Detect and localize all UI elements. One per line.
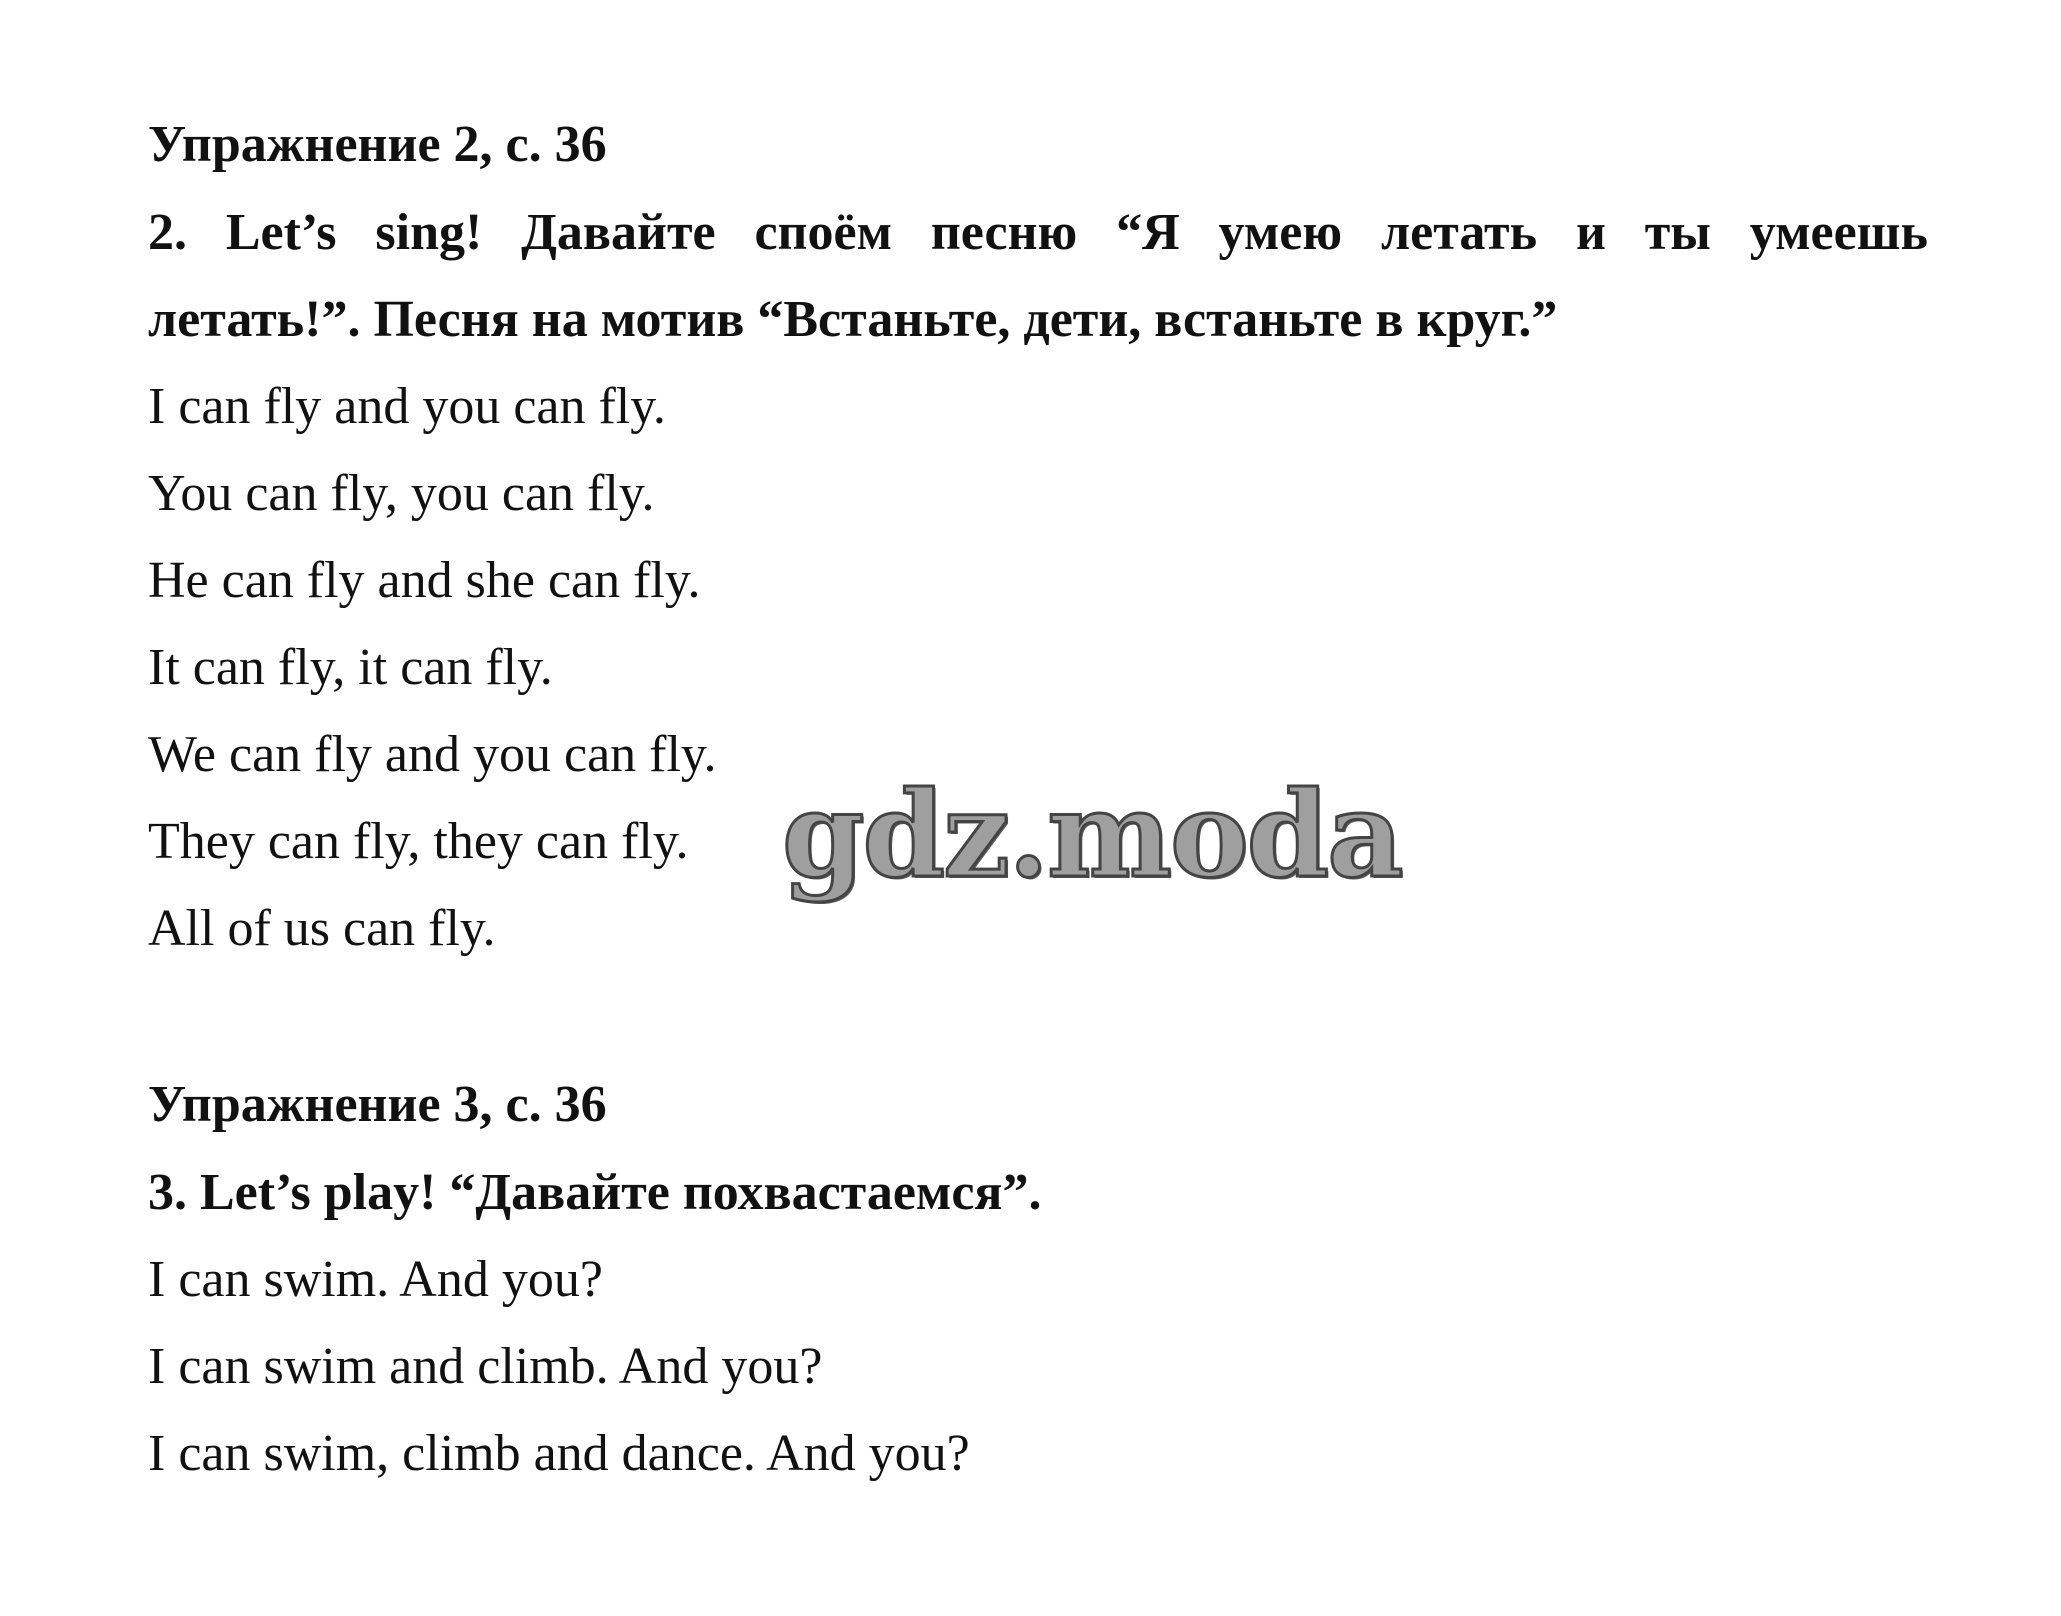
- song-line: You can fly, you can fly.: [148, 465, 655, 522]
- task-word: летать: [1380, 204, 1538, 261]
- task-word: и: [1575, 204, 1606, 261]
- exercise-2-heading: Упражнение 2, с. 36: [148, 116, 607, 173]
- exercise-3-heading: Упражнение 3, с. 36: [148, 1076, 607, 1133]
- watermark: gdz.moda: [782, 765, 1402, 904]
- song-line: I can fly and you can fly.: [148, 378, 666, 435]
- dialogue-line: I can swim. And you?: [148, 1251, 603, 1308]
- song-line: They can fly, they can fly.: [148, 813, 689, 870]
- task-word: sing!: [375, 204, 483, 261]
- task-word: ты: [1644, 204, 1711, 261]
- task-word: споём: [754, 204, 892, 261]
- task-word: Давайте: [521, 204, 716, 261]
- task-word: 2.: [148, 204, 187, 261]
- song-line: He can fly and she can fly.: [148, 552, 701, 609]
- task-word: Let’s: [225, 204, 337, 261]
- task-word: умею: [1218, 204, 1343, 261]
- task-word: “Я: [1116, 204, 1180, 261]
- dialogue-line: I can swim and climb. And you?: [148, 1338, 823, 1395]
- exercise-3-task: 3. Let’s play! “Давайте похвастаемся”.: [148, 1164, 1042, 1221]
- song-line: We can fly and you can fly.: [148, 726, 717, 783]
- dialogue-line: I can swim, climb and dance. And you?: [148, 1425, 970, 1482]
- task-word: песню: [930, 204, 1078, 261]
- song-line: All of us can fly.: [148, 900, 496, 957]
- song-line: It can fly, it can fly.: [148, 639, 553, 696]
- task-word: умеешь: [1749, 204, 1929, 261]
- exercise-2-task-line-1: [148, 203, 1928, 263]
- exercise-2-task-line-2: летать!”. Песня на мотив “Встаньте, дети, встаньте в круг.”: [148, 291, 1558, 348]
